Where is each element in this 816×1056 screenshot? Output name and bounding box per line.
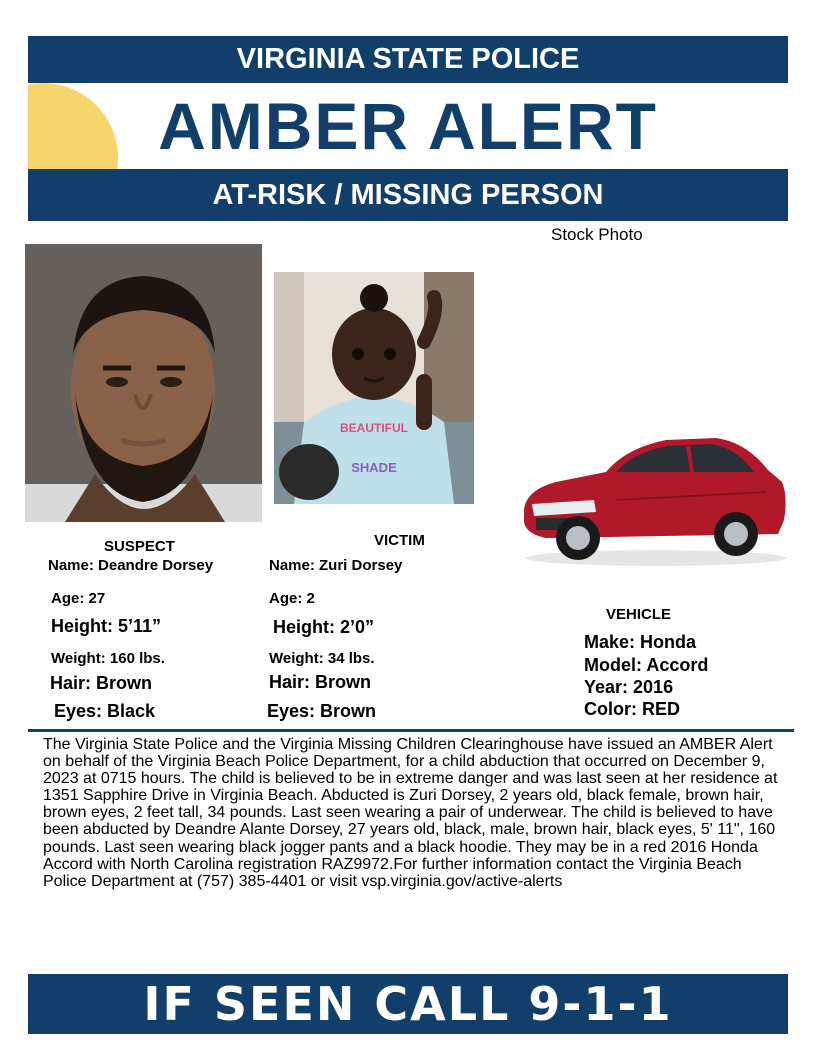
vehicle-section-title: VEHICLE <box>606 606 672 623</box>
suspect-eyes: Eyes: Black <box>54 701 156 721</box>
svg-text:BEAUTIFUL: BEAUTIFUL <box>340 421 408 435</box>
alert-description: The Virginia State Police and the Virginia Missing Children Clearinghouse have issued an AMBER Alert on behalf of the Virginia Beach Police Department, for a child abduction that occurred on December 9, 2023 at 0715 hours. The child is believed to be in extreme danger and was last seen at her residence at 1351 Sapphire Drive in Virginia Beach. Abducted is Zuri Dorsey, 2 years old, black female, brown hair, brown eyes, 2 feet tall, 34 pounds. Last seen wearing a pair of underwear. The child is believed to have been abducted by Deandre Alante Dorsey, 27 years old, black, male, brown hair, black eyes, 5' 11", 160 pounds. Last seen wearing black jogger pants and a black hoodie. They may be in a red 2016 Honda Accord with North Carolina registration RAZ9972.For further information contact the Virginia Beach Police Department at (757) 385-4401 or visit vsp.virginia.gov/active-alerts <box>43 736 778 890</box>
svg-text:SHADE: SHADE <box>351 460 397 475</box>
suspect-age: Age: 27 <box>51 590 106 607</box>
suspect-height: Height: 5’11” <box>51 616 162 636</box>
divider <box>28 729 794 732</box>
victim-eyes: Eyes: Brown <box>267 701 377 721</box>
suspect-name: Name: Deandre Dorsey <box>48 557 214 574</box>
agency-banner: VIRGINIA STATE POLICE <box>28 36 788 83</box>
victim-age: Age: 2 <box>269 590 315 607</box>
vehicle-image <box>516 430 790 570</box>
vehicle-model: Model: Accord <box>584 655 709 675</box>
vehicle-color: Color: RED <box>584 699 680 719</box>
suspect-hair: Hair: Brown <box>50 673 153 693</box>
suspect-weight: Weight: 160 lbs. <box>51 650 165 667</box>
victim-section-title: VICTIM <box>374 532 425 549</box>
victim-weight: Weight: 34 lbs. <box>269 650 375 667</box>
victim-photo <box>274 272 474 504</box>
suspect-section-title: SUSPECT <box>104 538 175 555</box>
victim-name: Name: Zuri Dorsey <box>269 557 403 574</box>
call-banner: IF SEEN CALL 9-1-1 <box>28 974 788 1034</box>
vehicle-year: Year: 2016 <box>584 677 674 697</box>
stock-photo-label: Stock Photo <box>551 225 643 244</box>
victim-hair: Hair: Brown <box>269 672 372 692</box>
alert-subtitle: AT-RISK / MISSING PERSON <box>28 169 788 221</box>
victim-height: Height: 2’0” <box>273 617 375 637</box>
alert-title: AMBER ALERT <box>158 89 658 163</box>
alert-title-band <box>28 83 788 169</box>
vehicle-make: Make: Honda <box>584 632 697 652</box>
suspect-photo <box>25 244 262 522</box>
